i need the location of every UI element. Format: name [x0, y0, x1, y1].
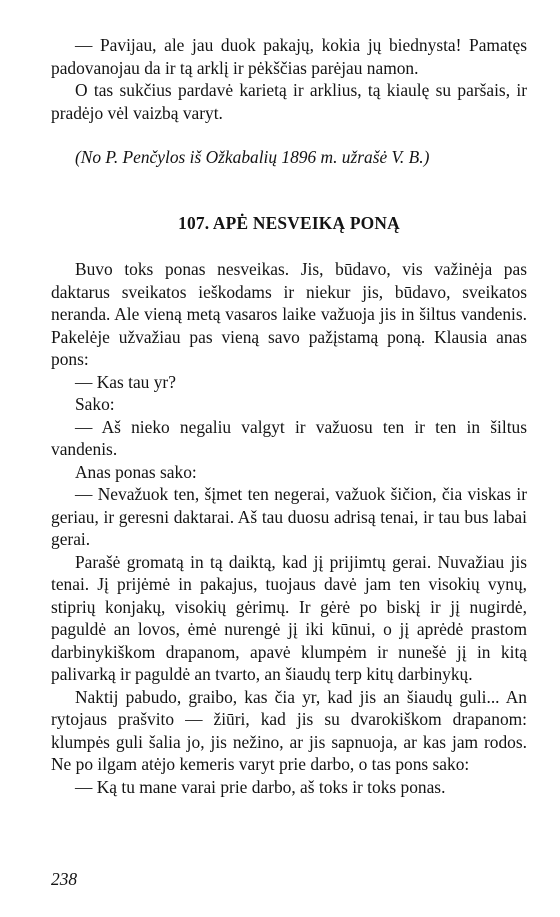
story-paragraph: Anas ponas sako:: [75, 461, 197, 482]
page-number: 238: [51, 869, 78, 889]
story-paragraph: Naktij pabudo, graibo, kas čia yr, kad jis an šiaudų guli... An rytojaus prašvito — žiūri, kad jis su dvarokiškom drapanom: klumpės guli šalia jo, jis nežino, ar jis sapnuoja, ar kas jam rodos. Ne po ilgam atėjo kemeris varyt prie darbo, o tas pons sako:: [51, 686, 527, 774]
story-paragraph: — Kas tau yr?: [75, 371, 176, 392]
story-body: [51, 258, 527, 798]
story-heading: 107. APĖ NESVEIKĄ PONĄ: [178, 212, 400, 233]
text-paragraph: — Pavijau, ale jau duok pakajų, kokia jų biednysta! Pamatęs padovanojau da ir tą arklį ir pėkščias parėjau namon.: [51, 35, 527, 78]
story-paragraph: — Ką tu mane varai prie darbo, aš toks ir toks ponas.: [75, 776, 446, 797]
book-page: [51, 34, 527, 798]
story-paragraph: — Aš nieko negaliu valgyt ir važuosu ten ir ten in šiltus vandenis.: [51, 416, 527, 459]
story-paragraph: Parašė gromatą in tą daiktą, kad jį prijimtų gerai. Nuvažiau jis tenai. Jį prijėmė in pakajus, tuojaus davė jam ten visokių vynų, stiprių konjakų, visokių gėrimų. Ir gėrė po biskį ir jį nugirdė, paguldė an lovos, ėmė nurengė jį iki kūnui, o jį aprėdė prastom darbinykiškom drapanom, apavė klumpėm ir nunešė jį in kitą palivarką ir paguldė an tvarto, an šiaudų terp kitų darbinykų.: [51, 551, 527, 684]
source-note: (No P. Penčylos iš Ožkabalių 1896 m. užrašė V. B.): [75, 147, 430, 167]
text-paragraph: O tas sukčius pardavė karietą ir arklius, tą kiaulę su paršais, ir pradėjo vėl vaizbą varyt.: [51, 80, 527, 123]
story-paragraph: — Nevažuok ten, šįmet ten negerai, važuok šičion, čia viskas ir geriau, ir geresni daktarai. Aš tau duosu adrisą tenai, ir tau bus labai gerai.: [51, 484, 527, 549]
story-paragraph: Buvo toks ponas nesveikas. Jis, būdavo, vis važinėja pas daktarus sveikatos ieškodams ir niekur jis, būdavo, sveikatos neranda. Ale vieną metą vasaros laike važuoja jis in šiltus vandenis. Pakelėje užvažiau pas vieną savo pažįstamą poną. Klausia anas pons:: [51, 259, 527, 369]
story-paragraph: Sako:: [75, 394, 115, 414]
